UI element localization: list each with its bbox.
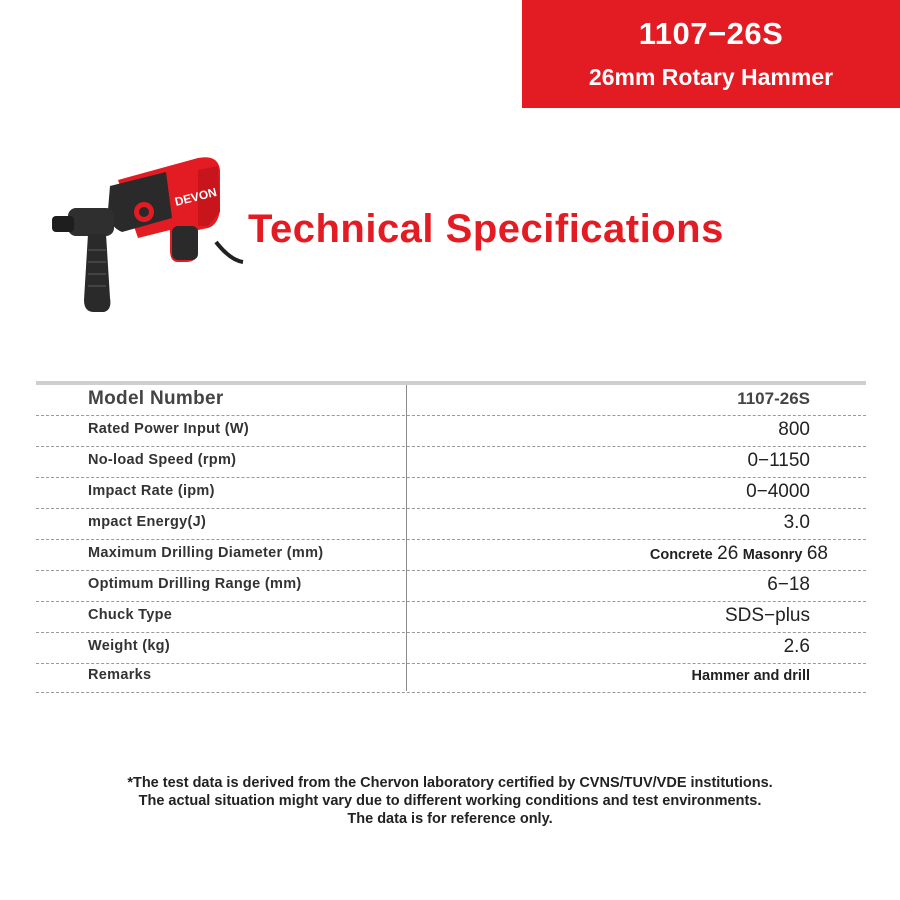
header-value: 1107-26S [737,389,810,408]
spec-value: SDS−plus [724,605,810,626]
table-row [36,540,866,571]
banner-product-name: 26mm Rotary Hammer [588,64,834,90]
footnote-line: The data is for reference only. [347,811,553,827]
table-row [36,447,866,478]
spec-value: 800 [778,419,810,440]
spec-value: 6−18 [767,574,810,595]
spec-label: Remarks [88,667,152,683]
masonry-label: Masonry [742,547,803,563]
table-row [36,571,866,602]
disclaimer-footnote [0,774,900,828]
table-row [36,478,866,509]
spec-label: Maximum Drilling Diameter (mm) [88,545,324,561]
table-row [36,416,866,447]
spec-label: mpact Energy(J) [88,514,207,530]
spec-value: 3.0 [783,512,810,533]
page-title: Technical Specifications [248,207,724,251]
spec-value: Hammer and drill [691,668,810,684]
spec-label: Weight (kg) [88,638,170,654]
spec-label: Chuck Type [88,607,173,623]
header-label: Model Number [88,388,224,409]
table-row [36,602,866,633]
spec-label: No-load Speed (rpm) [88,452,237,468]
spec-label: Impact Rate (ipm) [88,483,215,499]
spec-label: Optimum Drilling Range (mm) [88,576,302,592]
spec-value: 0−4000 [746,481,810,502]
table-header-row [36,385,866,416]
model-banner [522,0,900,108]
masonry-value: 68 [806,543,828,564]
spec-value: 2.6 [783,636,810,657]
concrete-label: Concrete [649,547,713,563]
concrete-value: 26 [717,543,739,564]
brand-logo: DEVON [173,184,219,209]
rotary-hammer-image [48,150,248,325]
table-row [36,633,866,664]
spec-value: 0−1150 [747,450,810,471]
table-row [36,662,866,693]
table-row [36,509,866,540]
banner-model-number: 1107−26S [638,16,784,51]
footnote-line: The actual situation might vary due to different working conditions and test environments. [138,793,762,809]
drilling-diameter-values [650,543,828,565]
footnote-line: *The test data is derived from the Chervon laboratory certified by CVNS/TUV/VDE institutions. [127,775,773,791]
spec-label: Rated Power Input (W) [88,421,249,437]
